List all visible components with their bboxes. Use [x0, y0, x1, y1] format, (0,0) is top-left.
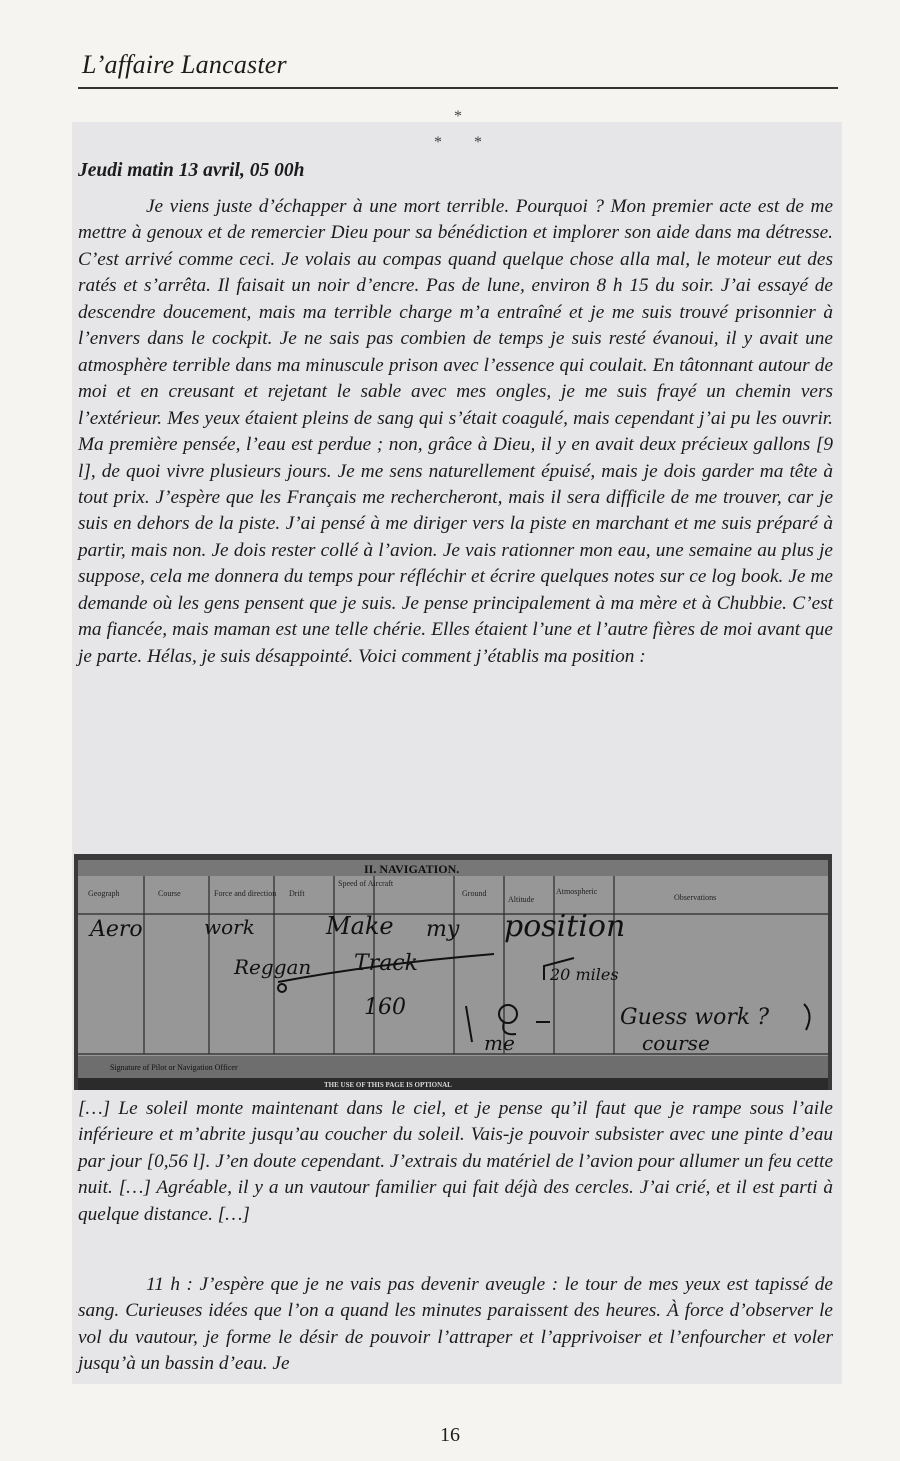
logbook-column-header: Drift: [289, 889, 305, 898]
logbook-handwriting: my: [426, 917, 460, 942]
logbook-handwriting: Make: [326, 912, 394, 940]
header-rule: [78, 87, 838, 89]
page-number: 16: [440, 1424, 460, 1446]
entry-heading: Jeudi matin 13 avril, 05 00h: [78, 160, 305, 181]
logbook-footer-signature: Signature of Pilot or Navigation Officer: [110, 1063, 238, 1072]
asterism: [420, 108, 500, 158]
logbook-column-header: Ground: [462, 889, 487, 898]
asterisk: *: [454, 108, 462, 125]
logbook-column-header: Force and direction: [214, 889, 277, 898]
asterisk: *: [434, 134, 442, 151]
logbook-handwriting: 20 miles: [550, 965, 619, 984]
logbook-column-header: Geograph: [88, 889, 120, 898]
asterisk: *: [474, 134, 482, 151]
logbook-handwriting: 160: [364, 995, 406, 1020]
paragraph-2: […] Le soleil monte maintenant dans le ciel, et je pense qu’il faut que je rampe sous l’aile inférieure et m’abrite jusqu’au coucher du soleil. Vais-je pouvoir subsister avec une pinte d’eau par jour [0,56 l]. J’en doute cependant. J’extrais du matériel de l’avion pour allumer un feu cette nuit. […] Agréable, il y a un vautour familier qui fait déjà des cercles. J’ai crié, et il est parti à quelque distance. […]: [78, 1098, 833, 1225]
logbook-handwriting: work: [204, 915, 255, 939]
logbook-handwriting: Reggan: [234, 955, 312, 979]
logbook-handwriting: Track: [354, 951, 418, 976]
logbook-photo: [74, 854, 832, 1090]
logbook-handwriting: Guess work ?: [620, 1005, 770, 1030]
logbook-handwriting: me: [484, 1031, 515, 1055]
logbook-column-header: Observations: [674, 893, 717, 902]
logbook-column-header: Course: [158, 889, 181, 898]
logbook-handwriting: course: [642, 1031, 710, 1055]
logbook-column-header: Atmospheric: [556, 887, 598, 896]
logbook-handwriting: Aero: [90, 917, 143, 942]
paragraph-1: Je viens juste d’échapper à une mort terrible. Pourquoi ? Mon premier acte est de me mettre à genoux et de remercier Dieu pour sa bénédiction et implorer son aide dans ma détresse. C’est arrivé comme ceci. Je volais au compas quand quelque chose alla mal, le moteur eut des ratés et s’arrêta. Il faisait un noir d’encre. Pas de lune, environ 8 h 15 du soir. J’ai essayé de descendre doucement, mais ma terrible charge m’a entraîné et je me suis trouvé prisonnier à l’envers dans le cockpit. Je ne sais pas combien de temps je suis resté évanoui, il y avait une atmosphère terrible dans ma minuscule prison avec l’essence qui coulait. En tâtonnant autour de moi et en creusant et rejetant le sable avec mes ongles, je me suis frayé un chemin vers l’extérieur. Mes yeux étaient pleins de sang qui s’était coagulé, mais cependant j’ai pu les ouvrir. Ma première pensée, l’eau est perdue ; non, grâce à Dieu, il y en avait deux précieux gallons [9 l], de quoi vivre plusieurs jours. Je me sens naturellement épuisé, mais je dois garder ma tête à tout prix. J’espère que les Français me rechercheront, mais il sera difficile de me trouver, car je suis en dehors de la piste. J’ai pensé à me diriger vers la piste en marchant et me suis préparé à partir, mais non. Je dois rester collé à l’avion. Je vais rationner mon eau, une semaine au plus je suppose, cela me donnera du temps pour réfléchir et écrire quelques notes sur ce log book. Je me demande où les gens pensent que je suis. Je pense principalement à ma mère et à Chubbie. C’est ma fiancée, mais maman est une telle chérie. Elles étaient l’une et l’autre fières de moi avant que je parte. Hélas, je suis désappointé. Voici comment j’établis ma position :: [78, 196, 833, 667]
paragraph-3: 11 h : J’espère que je ne vais pas devenir aveugle : le tour de mes yeux est tapissé de sang. Curieuses idées que l’on a quand les minutes paraissent des heures. À force d’observer le vol du vautour, je forme le désir de pouvoir l’attraper et l’apprivoiser et l’enfourcher et voler jusqu’à un bassin d’eau. Je: [78, 1274, 833, 1375]
running-head: L’affaire Lancaster: [82, 50, 287, 79]
logbook-column-header: Altitude: [508, 895, 535, 904]
logbook-section-title: II. NAVIGATION.: [364, 862, 460, 876]
logbook-handwriting: position: [504, 909, 626, 944]
logbook-column-header: Speed of Aircraft: [338, 879, 394, 888]
logbook-footer-optional: THE USE OF THIS PAGE IS OPTIONAL: [324, 1081, 452, 1089]
